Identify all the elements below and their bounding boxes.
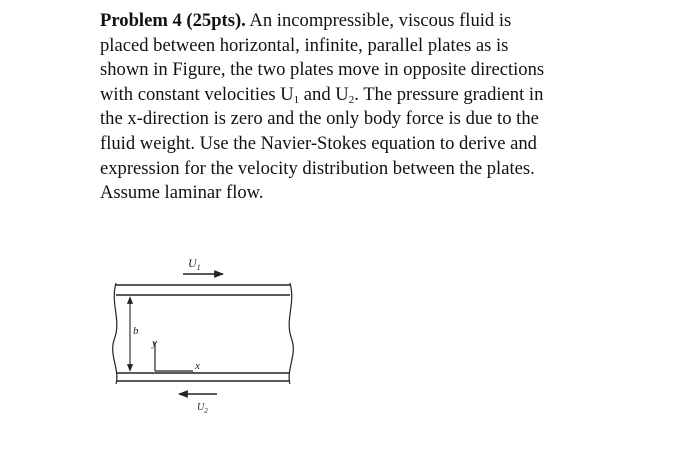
- subscript: 1: [293, 93, 300, 106]
- top-velocity-label: $U_1$: [188, 256, 201, 272]
- parallel-plates-figure: [105, 250, 305, 430]
- problem-statement: [100, 9, 620, 206]
- subscript: 2: [348, 93, 355, 106]
- x-axis-label: x: [195, 360, 200, 372]
- problem-line-3: shown in Figure, the two plates move in opposite directions: [100, 59, 545, 81]
- bottom-velocity-label: $U_2$: [197, 402, 208, 415]
- problem-line-5: the x-direction is zero and the only body force is due to the: [100, 108, 539, 130]
- problem-line-2: placed between horizontal, infinite, parallel plates as is: [100, 34, 509, 56]
- problem-line-6: fluid weight. Use the Navier-Stokes equation to derive and: [100, 132, 537, 154]
- problem-text: An incompressible, viscous fluid is: [245, 10, 512, 31]
- problem-line-1: [100, 9, 620, 34]
- y-axis-label: y: [152, 337, 157, 349]
- problem-text: . The pressure gradient in: [354, 83, 544, 105]
- bottom-plate: [116, 373, 290, 381]
- top-plate: [116, 285, 290, 295]
- figure-canvas: [105, 250, 305, 430]
- problem-text: with constant velocities U: [100, 83, 294, 105]
- gap-label: b: [133, 325, 139, 337]
- problem-line-7: expression for the velocity distribution between the plates.: [100, 157, 535, 179]
- left-break-line: [113, 283, 117, 384]
- problem-line-4: [100, 83, 620, 108]
- problem-title: Problem 4 (25pts).: [100, 10, 246, 31]
- problem-text: and U: [299, 83, 349, 105]
- right-break-line: [289, 283, 293, 384]
- problem-line-8: Assume laminar flow.: [100, 182, 264, 204]
